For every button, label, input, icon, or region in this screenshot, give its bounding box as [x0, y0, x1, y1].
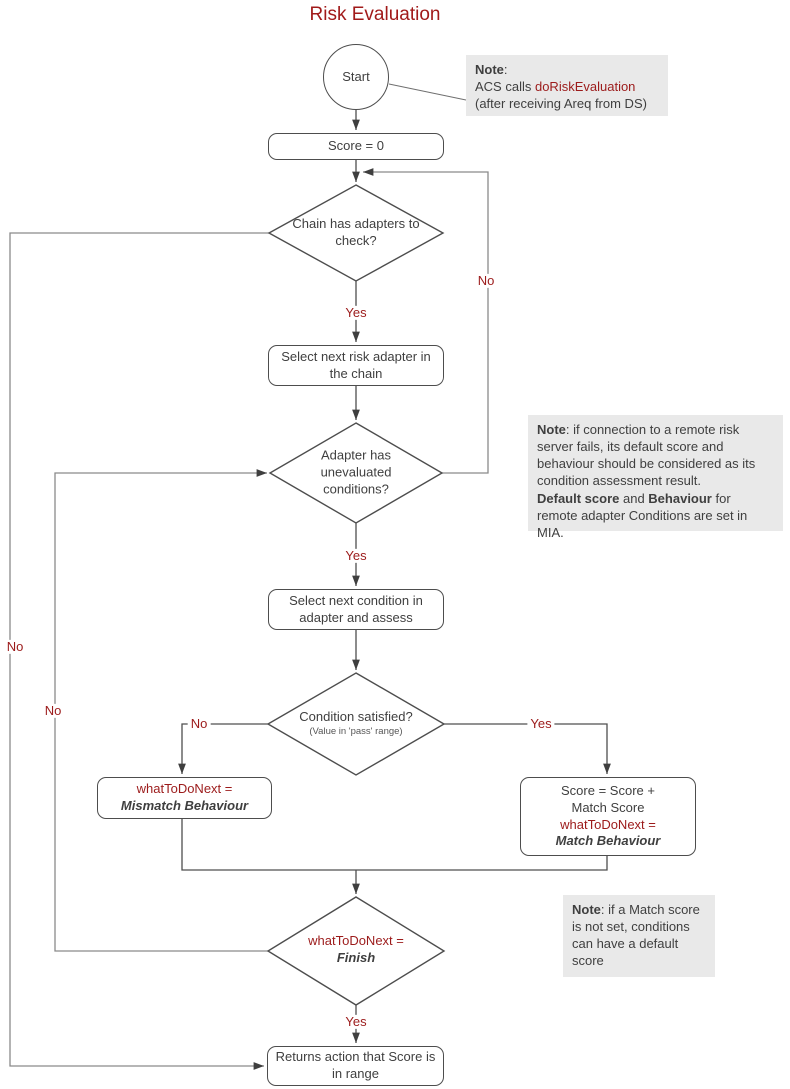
decision-adapter-label: Adapter has unevaluated conditions? [320, 447, 392, 497]
connector-chain-no-return [10, 233, 269, 1066]
decision-condition-sublabel: (Value in 'pass' range) [309, 725, 403, 737]
note-start [466, 55, 668, 116]
note-match-body: : if a Match score is not set, conditions can have a default score [572, 902, 700, 969]
finish-var-line: whatToDoNext = [308, 933, 404, 949]
decision-condition-label [271, 709, 441, 737]
edge-label-condition-yes: Yes [527, 717, 554, 731]
process-select-adapter-label: Select next risk adapter in the chain [281, 348, 431, 381]
edge-label-finish-no: No [42, 704, 65, 718]
connector-condition-yes [444, 724, 607, 774]
process-returns-label: Returns action that Score is in range [275, 1049, 436, 1081]
decision-condition-main: Condition satisfied? [299, 708, 413, 724]
connector-finish-no-return [55, 473, 268, 951]
connector-condition-no [182, 724, 268, 774]
note-remote-title: Note [537, 422, 566, 437]
match-score-line: Score = Score + Match Score [561, 782, 655, 815]
process-match-action [520, 777, 696, 856]
note-start-colon: : [503, 62, 508, 77]
note-remote-mid: and [619, 490, 649, 506]
page-title: Risk Evaluation [309, 4, 441, 25]
finish-value-line: Finish [336, 950, 376, 965]
connector-start-note [389, 84, 466, 100]
note-remote-body1: : if connection to a remote risk server fails, its default score and behaviour should be considered as its condition assessment result. [537, 422, 756, 489]
process-score-init-label: Score = 0 [327, 138, 384, 154]
process-select-adapter [268, 345, 444, 386]
note-remote [528, 415, 783, 540]
process-select-condition [268, 589, 444, 630]
process-mismatch-action [97, 777, 272, 819]
decision-chain-label: Chain has adapters to check? [292, 216, 420, 248]
note-start-line2-code: doRiskEvaluation [534, 79, 636, 95]
decision-finish-label [286, 933, 426, 967]
note-match-title: Note [572, 902, 601, 917]
start-node-label: Start [342, 68, 370, 84]
edge-label-chain-no: No [4, 640, 27, 654]
edge-label-finish-yes: Yes [342, 1015, 369, 1029]
note-start-line1 [475, 61, 659, 78]
process-returns-action [267, 1046, 444, 1086]
note-match [563, 895, 715, 977]
note-start-line2-prefix: ACS calls [475, 79, 535, 95]
note-remote-bold1: Default score [537, 490, 620, 506]
edge-label-adapter-yes: Yes [342, 549, 369, 563]
process-score-init [268, 133, 444, 160]
match-value-line: Match Behaviour [555, 833, 661, 849]
note-start-title: Note [475, 62, 504, 77]
edge-label-condition-no: No [188, 717, 211, 731]
process-select-condition-label: Select next condition in adapter and assess [289, 592, 423, 625]
edge-label-chain-yes: Yes [342, 306, 369, 320]
note-start-line3: (after receiving Areq from DS) [475, 96, 647, 112]
mismatch-var-line: whatToDoNext = [136, 781, 233, 797]
edge-label-adapter-no: No [475, 274, 498, 288]
note-start-line2 [475, 78, 659, 95]
note-remote-bold2: Behaviour [648, 490, 712, 506]
mismatch-value-line: Mismatch Behaviour [120, 798, 249, 813]
start-node [323, 44, 389, 110]
note-remote-body2: for remote adapter Conditions are set in MIA. [537, 490, 748, 540]
match-var-line: whatToDoNext = [560, 816, 656, 832]
